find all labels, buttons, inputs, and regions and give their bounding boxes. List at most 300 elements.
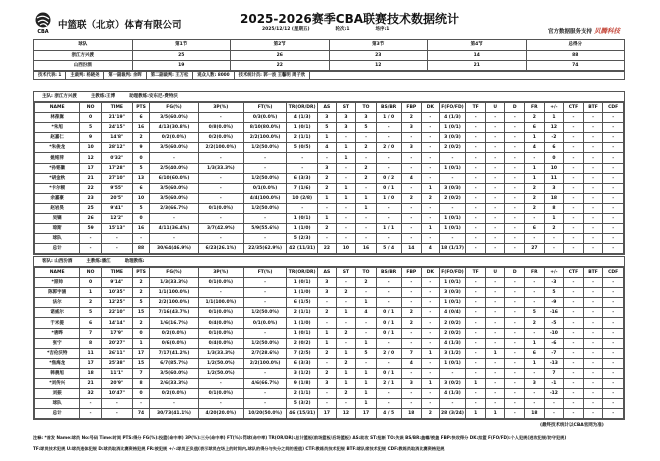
stat-cell: 26'11": [101, 348, 132, 358]
stat-cell: -: [198, 153, 243, 163]
stat-cell: 9: [80, 133, 102, 143]
stat-cell: *胡金秋: [35, 173, 80, 183]
stat-cell: -: [356, 133, 377, 143]
stat-cell: 2/3(66.7%): [150, 203, 198, 213]
stat-cell: -: [603, 173, 624, 183]
cba-logo: [34, 12, 52, 34]
column-header: ST: [336, 103, 356, 113]
stat-cell: 17: [318, 409, 337, 419]
stat-cell: *焦海龙: [35, 358, 80, 368]
stat-cell: 4 (1/3): [287, 113, 318, 123]
stat-cell: 1: [466, 409, 486, 419]
stat-cell: 0/1(0.0%): [198, 308, 243, 318]
stat-cell: 法尔: [35, 298, 80, 308]
stat-cell: -: [485, 203, 505, 213]
stat-cell: -: [466, 163, 486, 173]
stat-cell: -: [356, 318, 377, 328]
player-row: [35, 153, 624, 163]
stat-cell: 2 (1/1): [287, 133, 318, 143]
stat-cell: -: [583, 338, 603, 348]
stat-cell: 1 (0/1): [287, 214, 318, 224]
column-header: CDF: [603, 103, 624, 113]
stat-cell: -: [198, 399, 243, 409]
stat-cell: -: [564, 379, 584, 389]
stat-cell: -: [101, 399, 132, 409]
stat-cell: 0 / 2: [376, 173, 401, 183]
stat-cell: -: [198, 173, 243, 183]
stat-cell: 1 (0/1): [439, 214, 466, 224]
stat-cell: 1 (1/0): [287, 224, 318, 234]
stat-cell: -: [603, 298, 624, 308]
stat-cell: -: [544, 409, 564, 419]
stat-cell: -: [287, 153, 318, 163]
stat-cell: -: [544, 399, 564, 409]
stat-cell: -12: [544, 389, 564, 399]
stat-cell: 2: [422, 409, 440, 419]
stat-cell: -: [603, 399, 624, 409]
stat-cell: -: [583, 358, 603, 368]
player-row: [35, 183, 624, 193]
player-row: [35, 244, 624, 254]
stat-cell: -: [603, 163, 624, 173]
stat-cell: -: [505, 123, 525, 133]
stat-cell: 2 (0/2): [439, 143, 466, 153]
stat-cell: 5: [80, 123, 102, 133]
stat-cell: 6: [132, 183, 150, 193]
stat-cell: -: [336, 234, 356, 244]
column-header: FT(%): [243, 103, 286, 113]
stat-cell: 12: [544, 123, 564, 133]
stat-cell: 2: [525, 193, 545, 203]
stat-cell: -: [564, 214, 584, 224]
stat-cell: 1 / 0: [376, 113, 401, 123]
stat-cell: -: [603, 338, 624, 348]
stat-cell: -: [422, 288, 440, 298]
stat-cell: 1: [336, 348, 356, 358]
stat-cell: 4: [525, 143, 545, 153]
stat-cell: -: [422, 143, 440, 153]
stat-cell: -: [376, 288, 401, 298]
stat-cell: -: [466, 214, 486, 224]
stat-cell: 5: [544, 288, 564, 298]
stat-cell: -: [243, 234, 286, 244]
stat-cell: 10: [80, 143, 102, 153]
stat-cell: 10/20(50.0%): [243, 409, 286, 419]
stat-cell: 1/1(100.0%): [198, 298, 243, 308]
stat-cell: -: [466, 288, 486, 298]
stat-cell: 陈郭宇涵: [35, 288, 80, 298]
stat-cell: 26: [80, 214, 102, 224]
stat-cell: 14'14": [101, 318, 132, 328]
column-header: CTF: [564, 103, 584, 113]
stat-cell: -: [564, 358, 584, 368]
stat-cell: 14: [401, 244, 422, 254]
stat-cell: -: [564, 348, 584, 358]
stat-cell: 6: [132, 113, 150, 123]
stat-cell: 余嘉豪: [35, 193, 80, 203]
stat-cell: 16: [356, 244, 377, 254]
stat-cell: -16: [544, 308, 564, 318]
stat-cell: -: [583, 214, 603, 224]
stat-cell: 0/1(0.0%): [243, 183, 286, 193]
stat-cell: -: [564, 133, 584, 143]
stat-cell: 7: [544, 368, 564, 378]
stat-cell: -: [422, 123, 440, 133]
quarter-cell: 山西汾酒: [34, 61, 133, 72]
stat-cell: 1/2(50.0%): [243, 203, 286, 213]
stat-cell: -: [603, 203, 624, 213]
stat-cell: -: [525, 399, 545, 409]
column-header: AS: [318, 268, 337, 278]
stat-cell: 17: [132, 348, 150, 358]
stat-cell: 6: [525, 348, 545, 358]
stat-cell: 0: [132, 328, 150, 338]
stat-cell: 0 / 1: [376, 368, 401, 378]
stat-cell: -: [466, 133, 486, 143]
column-header: D: [505, 103, 525, 113]
stat-cell: 88: [132, 244, 150, 254]
stat-cell: -: [564, 123, 584, 133]
stat-cell: -: [401, 203, 422, 213]
stat-cell: 4: [401, 358, 422, 368]
stat-cell: -: [564, 318, 584, 328]
stat-cell: -: [422, 298, 440, 308]
stat-cell: 3/5(60.0%): [150, 193, 198, 203]
stat-cell: -: [422, 308, 440, 318]
stat-cell: 赵嘉仁: [35, 133, 80, 143]
player-row: [35, 348, 624, 358]
stat-cell: -: [603, 234, 624, 244]
stat-cell: -: [603, 153, 624, 163]
stat-cell: 7/16(43.7%): [150, 308, 198, 318]
stat-cell: 11: [80, 348, 102, 358]
stat-cell: -: [564, 338, 584, 348]
stat-cell: 4/20(20.0%): [198, 409, 243, 419]
stat-cell: -: [318, 358, 337, 368]
player-row: [35, 389, 624, 399]
stat-cell: -: [356, 224, 377, 234]
game-number: 场序:1: [375, 27, 390, 32]
stat-cell: -: [439, 368, 466, 378]
stat-cell: -: [603, 123, 624, 133]
stat-cell: 1 (0/1): [439, 224, 466, 234]
stat-cell: -: [485, 143, 505, 153]
stat-cell: 2: [318, 224, 337, 234]
stat-cell: -: [80, 409, 102, 419]
stat-cell: -: [376, 163, 401, 173]
stat-cell: 1: [356, 368, 377, 378]
stat-cell: 1/2(50.0%): [243, 308, 286, 318]
stat-cell: 10: [544, 163, 564, 173]
stat-cell: -: [505, 244, 525, 254]
stat-cell: 1/2(50.0%): [243, 338, 286, 348]
player-row: [35, 328, 624, 338]
stat-cell: -: [150, 153, 198, 163]
quarter-cell: 26: [231, 50, 330, 61]
column-header: FBP: [401, 103, 422, 113]
page-title: 2025-2026赛季CBA联赛技术数据统计: [240, 12, 460, 26]
stat-cell: -: [485, 244, 505, 254]
column-header: NAME: [35, 103, 80, 113]
stat-cell: *孙铭徽: [35, 163, 80, 173]
stat-cell: 1: [336, 368, 356, 378]
stat-cell: -: [583, 379, 603, 389]
stat-cell: -: [318, 389, 337, 399]
stat-cell: 17'9": [101, 328, 132, 338]
quarter-cell: 21: [428, 61, 527, 72]
stat-cell: -: [318, 318, 337, 328]
stat-cell: -: [603, 113, 624, 123]
stat-cell: 1/3(33.3%): [198, 348, 243, 358]
stat-cell: -: [583, 224, 603, 234]
stat-cell: 1: [356, 298, 377, 308]
stat-cell: -: [198, 183, 243, 193]
stat-cell: -: [603, 224, 624, 234]
stat-cell: -: [583, 399, 603, 409]
column-header: U: [485, 268, 505, 278]
stat-cell: -: [485, 173, 505, 183]
stat-cell: -: [564, 368, 584, 378]
stat-cell: *刘传兴: [35, 379, 80, 389]
stat-cell: 1: [356, 338, 377, 348]
quarter-header: 球队: [34, 40, 133, 51]
team-team: 主队: 浙江方兴渡: [42, 94, 77, 99]
stat-cell: 0: [544, 153, 564, 163]
stat-cell: 2: [80, 298, 102, 308]
stat-cell: -: [505, 328, 525, 338]
stat-cell: -: [401, 214, 422, 224]
stat-cell: 0/1(0.0%): [198, 389, 243, 399]
stat-cell: 2: [525, 183, 545, 193]
stat-cell: -: [356, 234, 377, 244]
stat-cell: -: [439, 234, 466, 244]
stat-cell: 1: [525, 163, 545, 173]
stat-cell: -: [287, 163, 318, 173]
stat-cell: 6 (1/5): [287, 298, 318, 308]
stat-cell: -: [198, 214, 243, 224]
stat-cell: 3 (0/3): [439, 288, 466, 298]
stat-cell: -: [243, 153, 286, 163]
stat-cell: 1: [356, 203, 377, 213]
stat-cell: -: [466, 203, 486, 213]
stat-cell: 1: [336, 308, 356, 318]
stat-cell: -: [422, 338, 440, 348]
stat-cell: -10: [544, 328, 564, 338]
stat-cell: -: [466, 173, 486, 183]
stat-cell: 2/2(100.0%): [198, 143, 243, 153]
stat-cell: -: [485, 214, 505, 224]
stat-cell: 3/5(60.0%): [150, 183, 198, 193]
stat-cell: 4 (1/3): [439, 338, 466, 348]
stat-cell: -: [401, 153, 422, 163]
stat-cell: -: [564, 244, 584, 254]
stat-cell: -: [603, 214, 624, 224]
stat-cell: -: [603, 379, 624, 389]
game-date: 2025/12/12 (星期五): [262, 27, 310, 32]
stat-cell: 0 / 1: [376, 318, 401, 328]
column-header: TO: [356, 268, 377, 278]
column-header: NO: [80, 103, 102, 113]
stat-cell: 2: [356, 173, 377, 183]
player-row: [35, 113, 624, 123]
away-team-boxscore: [33, 256, 625, 420]
stat-cell: -: [356, 358, 377, 368]
stat-cell: 7/17(41.2%): [150, 348, 198, 358]
stat-cell: -: [243, 389, 286, 399]
stat-cell: 0/4(0.0%): [198, 318, 243, 328]
stat-cell: -: [505, 278, 525, 288]
stat-cell: -: [150, 214, 198, 224]
player-row: [35, 358, 624, 368]
stat-cell: 2: [356, 278, 377, 288]
stat-cell: -: [243, 163, 286, 173]
stat-cell: 3: [525, 379, 545, 389]
stat-cell: *唐晔: [35, 328, 80, 338]
team-coach: 主教练:潘江: [86, 259, 111, 264]
stat-cell: -: [466, 338, 486, 348]
legend-notes-2: TF:球员技术犯规 U:球员违体犯规 D:球员取消比赛资格犯规 FR:被犯规 +/-:球员正负值(表示球员在场上的时间内,球队的得分与失分之间的差值) CTF:教练员技术犯规 BTF:球队席技术犯规 CDF:教练员取消比赛资格犯规: [33, 446, 445, 451]
player-row: [35, 308, 624, 318]
stat-cell: 1 / 1: [376, 224, 401, 234]
stat-cell: 28'12": [101, 143, 132, 153]
stat-cell: -: [336, 214, 356, 224]
stat-cell: 0/1(0.0%): [243, 318, 286, 328]
quarter-cell: 19: [132, 61, 231, 72]
stat-cell: -: [336, 278, 356, 288]
stat-cell: 3: [356, 113, 377, 123]
stat-cell: 2 (1/1): [287, 389, 318, 399]
stat-cell: 3: [401, 123, 422, 133]
stat-cell: -: [505, 399, 525, 409]
stat-cell: -: [564, 173, 584, 183]
stat-cell: -: [401, 163, 422, 173]
player-row: [35, 163, 624, 173]
stat-cell: 22/35(62.9%): [243, 244, 286, 254]
stat-cell: -: [198, 113, 243, 123]
stat-cell: -: [583, 203, 603, 213]
stat-cell: -: [505, 214, 525, 224]
stat-cell: 2 (0/2): [439, 318, 466, 328]
stat-cell: -: [376, 389, 401, 399]
stat-cell: 2: [132, 133, 150, 143]
stat-cell: 3: [336, 113, 356, 123]
stat-cell: 0/2(0.0%): [150, 328, 198, 338]
stat-cell: 2: [525, 318, 545, 328]
quarter-cell: 88: [526, 50, 625, 61]
column-header: TIME: [101, 268, 132, 278]
stat-cell: 7 (2/5): [287, 348, 318, 358]
stat-cell: -: [466, 368, 486, 378]
stat-cell: -: [505, 298, 525, 308]
stat-cell: -: [583, 298, 603, 308]
stat-cell: 球队: [35, 234, 80, 244]
stat-cell: -: [485, 153, 505, 163]
stat-cell: 2: [336, 288, 356, 298]
stat-cell: 1: [336, 379, 356, 389]
player-row: [35, 298, 624, 308]
player-row: [35, 379, 624, 389]
stat-cell: 2: [318, 308, 337, 318]
stat-cell: 5: [132, 203, 150, 213]
column-header: FR: [525, 103, 545, 113]
stat-cell: 1 (0/1): [287, 328, 318, 338]
stat-cell: -: [564, 399, 584, 409]
stat-cell: 2 (0/2): [439, 193, 466, 203]
column-header-row: [35, 103, 624, 113]
official-item: 技术代表: 1: [34, 71, 66, 79]
stat-cell: 8/10(80.0%): [243, 123, 286, 133]
stat-cell: -: [376, 123, 401, 133]
stat-cell: 1/2(50.0%): [243, 173, 286, 183]
stat-cell: 4 / 5: [376, 409, 401, 419]
stat-cell: -: [564, 163, 584, 173]
stat-cell: -: [376, 358, 401, 368]
stat-cell: -: [401, 183, 422, 193]
quarter-header: 总得分: [526, 40, 625, 51]
stat-cell: -: [422, 133, 440, 143]
stat-cell: 2: [318, 368, 337, 378]
stat-cell: -: [376, 234, 401, 244]
stat-cell: 2 (1/1): [287, 308, 318, 318]
stat-cell: 1: [80, 288, 102, 298]
column-header: 3P(%): [198, 103, 243, 113]
stat-cell: 20'9": [101, 379, 132, 389]
stat-cell: 1/3(33.3%): [150, 278, 198, 288]
column-header: FG(%): [150, 268, 198, 278]
stat-cell: -: [376, 278, 401, 288]
stat-cell: -: [505, 153, 525, 163]
stat-cell: 1: [336, 143, 356, 153]
stat-cell: -: [485, 113, 505, 123]
stat-cell: -: [564, 308, 584, 318]
stat-cell: 27'10": [101, 173, 132, 183]
stat-cell: 1: [485, 409, 505, 419]
stat-cell: -: [603, 348, 624, 358]
stat-cell: 0: [132, 153, 150, 163]
stat-cell: 1: [422, 348, 440, 358]
stat-cell: 32: [80, 389, 102, 399]
stat-cell: -: [485, 379, 505, 389]
stat-cell: -: [243, 368, 286, 378]
stat-cell: 4/13(30.8%): [150, 123, 198, 133]
stat-cell: -: [198, 288, 243, 298]
stat-cell: 1: [356, 389, 377, 399]
stat-cell: 4 (0/4): [439, 308, 466, 318]
stat-cell: -: [466, 224, 486, 234]
stat-cell: 4: [356, 308, 377, 318]
stat-cell: 22'10": [101, 308, 132, 318]
stat-cell: 16: [132, 224, 150, 234]
stat-cell: -: [466, 318, 486, 328]
stat-cell: 2: [401, 318, 422, 328]
stat-cell: -: [603, 358, 624, 368]
stat-cell: 1/1(100.0%): [150, 288, 198, 298]
stat-cell: -: [525, 389, 545, 399]
stat-cell: 30/64(46.9%): [150, 244, 198, 254]
stat-cell: 2: [336, 328, 356, 338]
player-row: [35, 214, 624, 224]
stat-cell: 1/2(50.0%): [198, 358, 243, 368]
column-header: U: [485, 103, 505, 113]
stat-cell: -: [336, 338, 356, 348]
stat-cell: -: [318, 203, 337, 213]
stat-cell: -: [401, 368, 422, 378]
stat-cell: 6/7(85.7%): [150, 358, 198, 368]
stat-cell: 4 (1/3): [439, 113, 466, 123]
stat-cell: 5 (0/5): [287, 143, 318, 153]
stat-cell: -13: [544, 358, 564, 368]
stat-cell: 1: [336, 183, 356, 193]
